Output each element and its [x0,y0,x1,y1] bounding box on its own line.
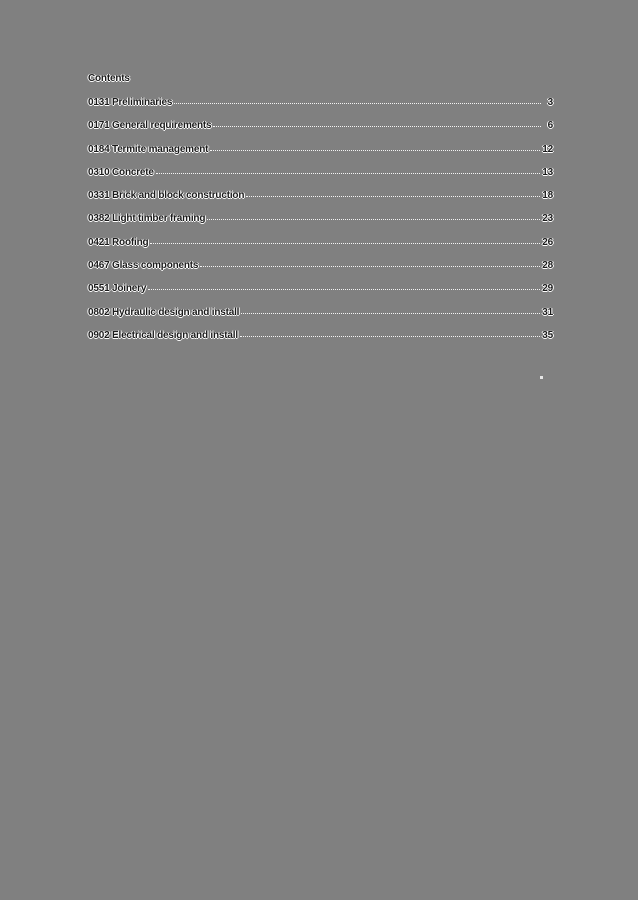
toc-entry[interactable] [88,166,553,189]
dot-leader [246,188,540,197]
toc-entry-title[interactable]: 0467 Glass components [88,260,199,272]
dot-leader [200,258,540,267]
toc-entry-title[interactable]: 0382 Light timber framing [88,213,206,225]
dot-leader [213,118,541,127]
toc-entry-page[interactable]: 29 [542,283,553,295]
toc-entry[interactable] [88,96,553,119]
toc-entry-page[interactable]: 28 [542,260,553,272]
dot-leader [156,165,540,174]
toc-entry-page[interactable]: 12 [542,143,553,155]
toc-heading: Contents [88,73,130,84]
toc-entry-page[interactable]: 3 [547,97,553,108]
dot-leader [210,142,540,151]
table-of-contents [88,96,553,352]
paragraph-mark [540,376,543,379]
toc-entry-title[interactable]: 0551 Joinery [88,283,147,295]
dot-leader [240,328,540,337]
toc-entry[interactable] [88,212,553,235]
toc-entry-title[interactable]: 0331 Brick and block construction [88,190,245,202]
toc-entry-page[interactable]: 23 [542,213,553,225]
toc-entry[interactable] [88,119,553,142]
toc-entry[interactable] [88,236,553,259]
toc-entry[interactable] [88,143,553,166]
toc-entry-title[interactable]: 0421 Roofing [88,236,149,248]
toc-entry-page[interactable]: 35 [542,329,553,341]
toc-entry-title[interactable]: 0171 General requirements [88,120,212,132]
toc-entry-title[interactable]: 0310 Concrete [88,166,154,178]
dot-leader [148,281,540,290]
toc-entry[interactable] [88,306,553,329]
toc-entry-page[interactable]: 26 [542,236,553,248]
dot-leader [241,305,540,314]
toc-entry[interactable] [88,282,553,305]
toc-entry-title[interactable]: 0802 Hydraulic design and install [88,306,240,318]
dot-leader [207,211,540,220]
toc-entry-page[interactable]: 6 [547,120,553,132]
dot-leader [174,95,541,104]
dot-leader [150,235,540,244]
toc-entry-title[interactable]: 0184 Termite management [88,143,209,155]
toc-entry-title[interactable]: 0131 Preliminaries [88,97,173,108]
toc-entry-title[interactable]: 0902 Electrical design and install [88,329,238,341]
toc-entry[interactable] [88,189,553,212]
toc-entry-page[interactable]: 31 [542,306,553,318]
toc-entry[interactable] [88,329,553,352]
toc-entry-page[interactable]: 13 [542,166,553,178]
toc-entry[interactable] [88,259,553,282]
toc-entry-page[interactable]: 18 [542,190,553,202]
